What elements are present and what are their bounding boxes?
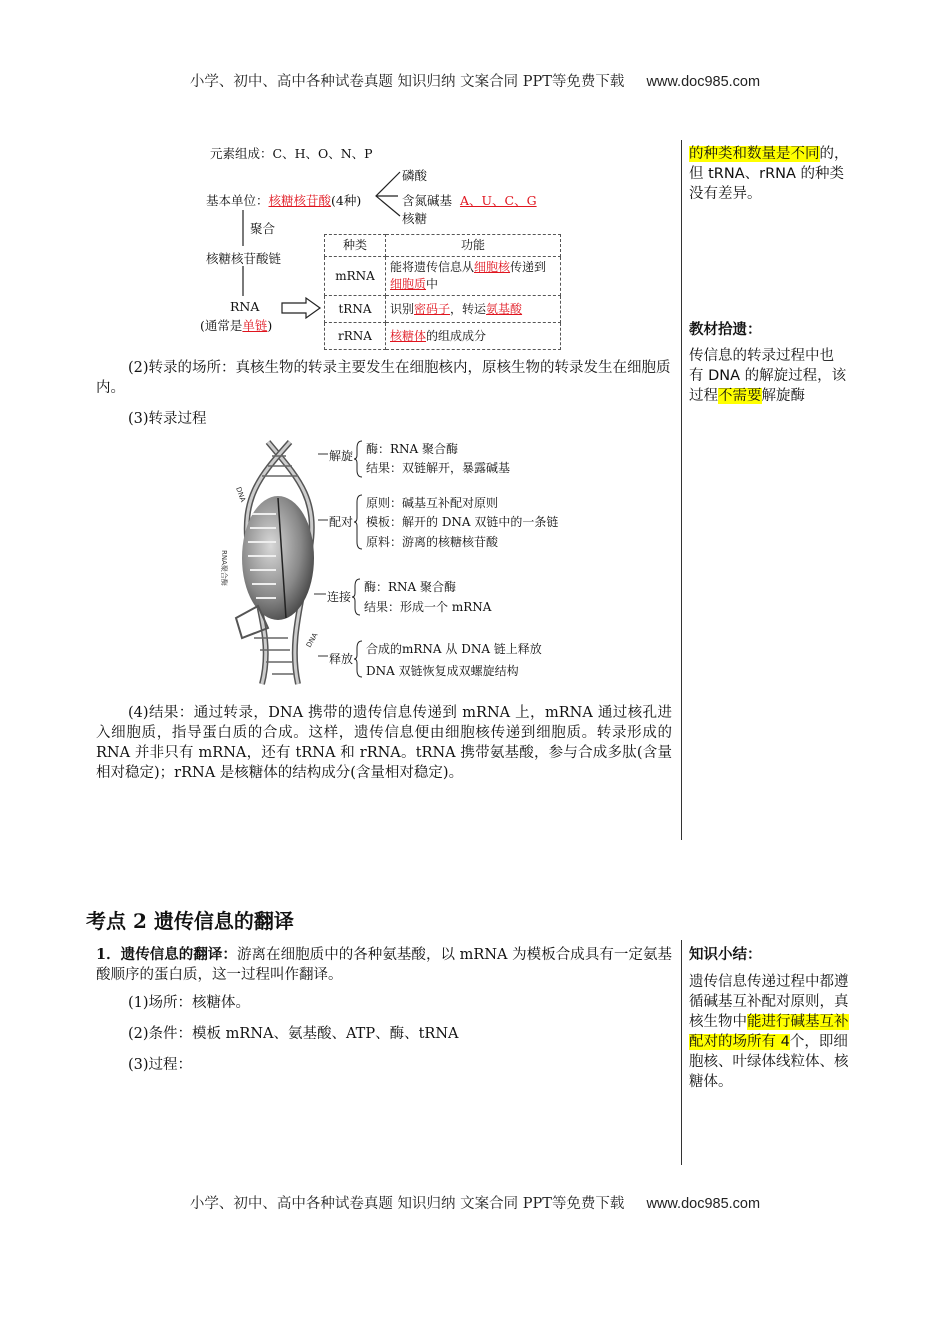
- usually-suffix: ): [267, 318, 273, 333]
- unwind-enzyme: 酶：RNA 聚合酶: [366, 442, 459, 456]
- pair-principle: 原则：碱基互补配对原则: [366, 496, 499, 510]
- unwind-result: 结果：双链解开，暴露碱基: [366, 461, 511, 475]
- th-function: 功能: [386, 235, 561, 257]
- pair-template: 模板：解开的 DNA 双链中的一条链: [366, 515, 559, 529]
- ribose: 核糖: [402, 211, 428, 226]
- side-note-2-text-2: 解旋酶: [761, 388, 805, 404]
- definition-text: 游离在细胞质中的各种氨基酸，以 mRNA 为模板合成具有一定氨基酸顺序的蛋白质，这一过程叫作翻译。: [96, 947, 673, 983]
- mrna-func-cytoplasm: 细胞质: [390, 277, 427, 291]
- brace-pair: [354, 494, 364, 550]
- definition-lead: 1．遗传信息的翻译：: [96, 946, 237, 963]
- base-label: 含氮碱基: [402, 193, 453, 208]
- page-footer: [0, 1192, 950, 1213]
- side-note-3-text-2: 个，即细胞核、叶绿体线粒体、核糖体。: [689, 1034, 849, 1090]
- footer-text: 小学、初中、高中各种试卷真题 知识归纳 文案合同 PPT等免费下载: [189, 1196, 625, 1212]
- para-transcription-result: (4)结果：通过转录，DNA 携带的遗传信息传递到 mRNA 上，mRNA 通过核孔进入细胞质，指导蛋白质的合成。这样，遗传信息便由细胞核传递到细胞质。转录形成的 RNA 并非只有 mRNA，还有 tRNA 和 rRNA。tRNA 携带氨基酸，参与合成多肽(含量相对稳定)；rRNA 是核糖体的结构成分(含量相对稳定)。: [96, 705, 672, 781]
- trna-func-aa: 氨基酸: [486, 301, 523, 316]
- page-header: [0, 70, 950, 91]
- mrna-func-1: 能将遗传信息从: [390, 260, 475, 274]
- brace-unwind: [354, 440, 364, 478]
- side-note-2-title: 教材拾遗：: [689, 322, 762, 338]
- link-enzyme: 酶：RNA 聚合酶: [364, 580, 457, 594]
- header-text: 小学、初中、高中各种试卷真题 知识归纳 文案合同 PPT等免费下载: [189, 74, 625, 90]
- pair-material: 原料：游离的核糖核苷酸: [366, 535, 499, 549]
- rna-label: RNA: [230, 299, 260, 314]
- side-note-3-text-1: 遗传信息传递过程中都遵循碱基互补配对原则，真核生物中: [689, 974, 849, 1030]
- translation-site: (1)场所：核糖体。: [128, 995, 251, 1011]
- link-result: 结果：形成一个 mRNA: [364, 600, 492, 614]
- th-type: 种类: [325, 235, 386, 257]
- mrna-func: [386, 257, 561, 296]
- step-pair: 配对: [329, 515, 354, 529]
- trna-func-1: 识别: [390, 301, 415, 316]
- mrna-func-nucleus: 细胞核: [474, 260, 511, 274]
- release-2: DNA 双链恢复成双螺旋结构: [366, 664, 519, 678]
- basic-unit-count: (4种): [331, 193, 362, 208]
- side-note-2: [689, 346, 847, 406]
- usually-prefix: (通常是: [200, 318, 243, 333]
- rrna-func-ribosome: 核糖体: [390, 328, 427, 343]
- dna-label-top: DNA: [234, 485, 247, 504]
- side-note-1-text: 的，但 tRNA、rRNA 的种类没有差异。: [689, 146, 849, 202]
- base-row: [402, 191, 537, 209]
- translation-process: (3)过程：: [128, 1057, 193, 1073]
- trna-func-codon: 密码子: [414, 301, 451, 316]
- header-url[interactable]: www.doc985.com: [646, 74, 761, 90]
- usually-value: 单链: [242, 318, 268, 333]
- rrna-name: rRNA: [325, 323, 386, 350]
- mrna-func-2: 传递到: [510, 260, 547, 274]
- rna-function-table: [324, 234, 561, 350]
- translation-conditions: (2)条件：模板 mRNA、氨基酸、ATP、酶、tRNA: [128, 1026, 459, 1042]
- side-note-2-highlight: 不需要: [718, 388, 762, 404]
- brace-release: [354, 640, 364, 678]
- step-unwind: 解旋: [329, 449, 354, 463]
- rna-basic-unit: [206, 191, 361, 209]
- nucleotide-chain: 核糖核苷酸链: [206, 251, 282, 266]
- basic-unit-label: 基本单位：: [206, 193, 269, 208]
- polymerize: 聚合: [250, 221, 276, 236]
- rrna-func: [386, 323, 561, 350]
- translation-definition: [96, 945, 672, 985]
- column-divider: [681, 140, 682, 840]
- bases: A、U、C、G: [459, 193, 537, 208]
- column-divider: [681, 940, 682, 1165]
- trna-func-2: ，转运: [450, 301, 487, 316]
- section-title: 考点 2 遗传信息的翻译: [86, 909, 294, 933]
- side-note-1: [689, 144, 849, 204]
- side-note-1-highlight: 的种类和数量是不同: [689, 146, 820, 162]
- mrna-func-3: 中: [426, 277, 439, 291]
- basic-unit-value: 核糖核苷酸: [268, 193, 332, 208]
- rna-elements: 元素组成：C、H、O、N、P: [210, 146, 373, 161]
- para-transcription-site: (2)转录的场所：真核生物的转录主要发生在细胞核内，原核生物的转录发生在细胞质内。: [96, 360, 671, 396]
- trna-func: [386, 296, 561, 323]
- trna-name: tRNA: [325, 296, 386, 323]
- hollow-arrow-icon: [280, 297, 322, 319]
- footer-url[interactable]: www.doc985.com: [646, 1196, 761, 1212]
- phosphate: 磷酸: [402, 168, 428, 183]
- release-1: 合成的mRNA 从 DNA 链上释放: [366, 642, 542, 656]
- polymerase-label: RNA聚合酶: [220, 550, 228, 586]
- dna-label-bottom: DNA: [304, 631, 320, 649]
- rna-strand: [200, 316, 272, 334]
- side-note-3: [689, 972, 857, 1092]
- para-transcription-process: (3)转录过程: [128, 411, 207, 427]
- side-note-2-text-1: 传信息的转录过程中也有 DNA 的解旋过程，该过程: [689, 348, 847, 404]
- step-link: 连接: [327, 590, 352, 604]
- step-release: 释放: [329, 652, 354, 666]
- side-note-3-title: 知识小结：: [689, 947, 762, 963]
- brace-link: [352, 578, 362, 616]
- rrna-func-rest: 的组成成分: [426, 328, 487, 343]
- dna-helix-illustration: [220, 438, 330, 688]
- side-note-3-highlight: 能进行碱基互补配对的场所有 4: [689, 1014, 849, 1050]
- mrna-name: mRNA: [325, 257, 386, 296]
